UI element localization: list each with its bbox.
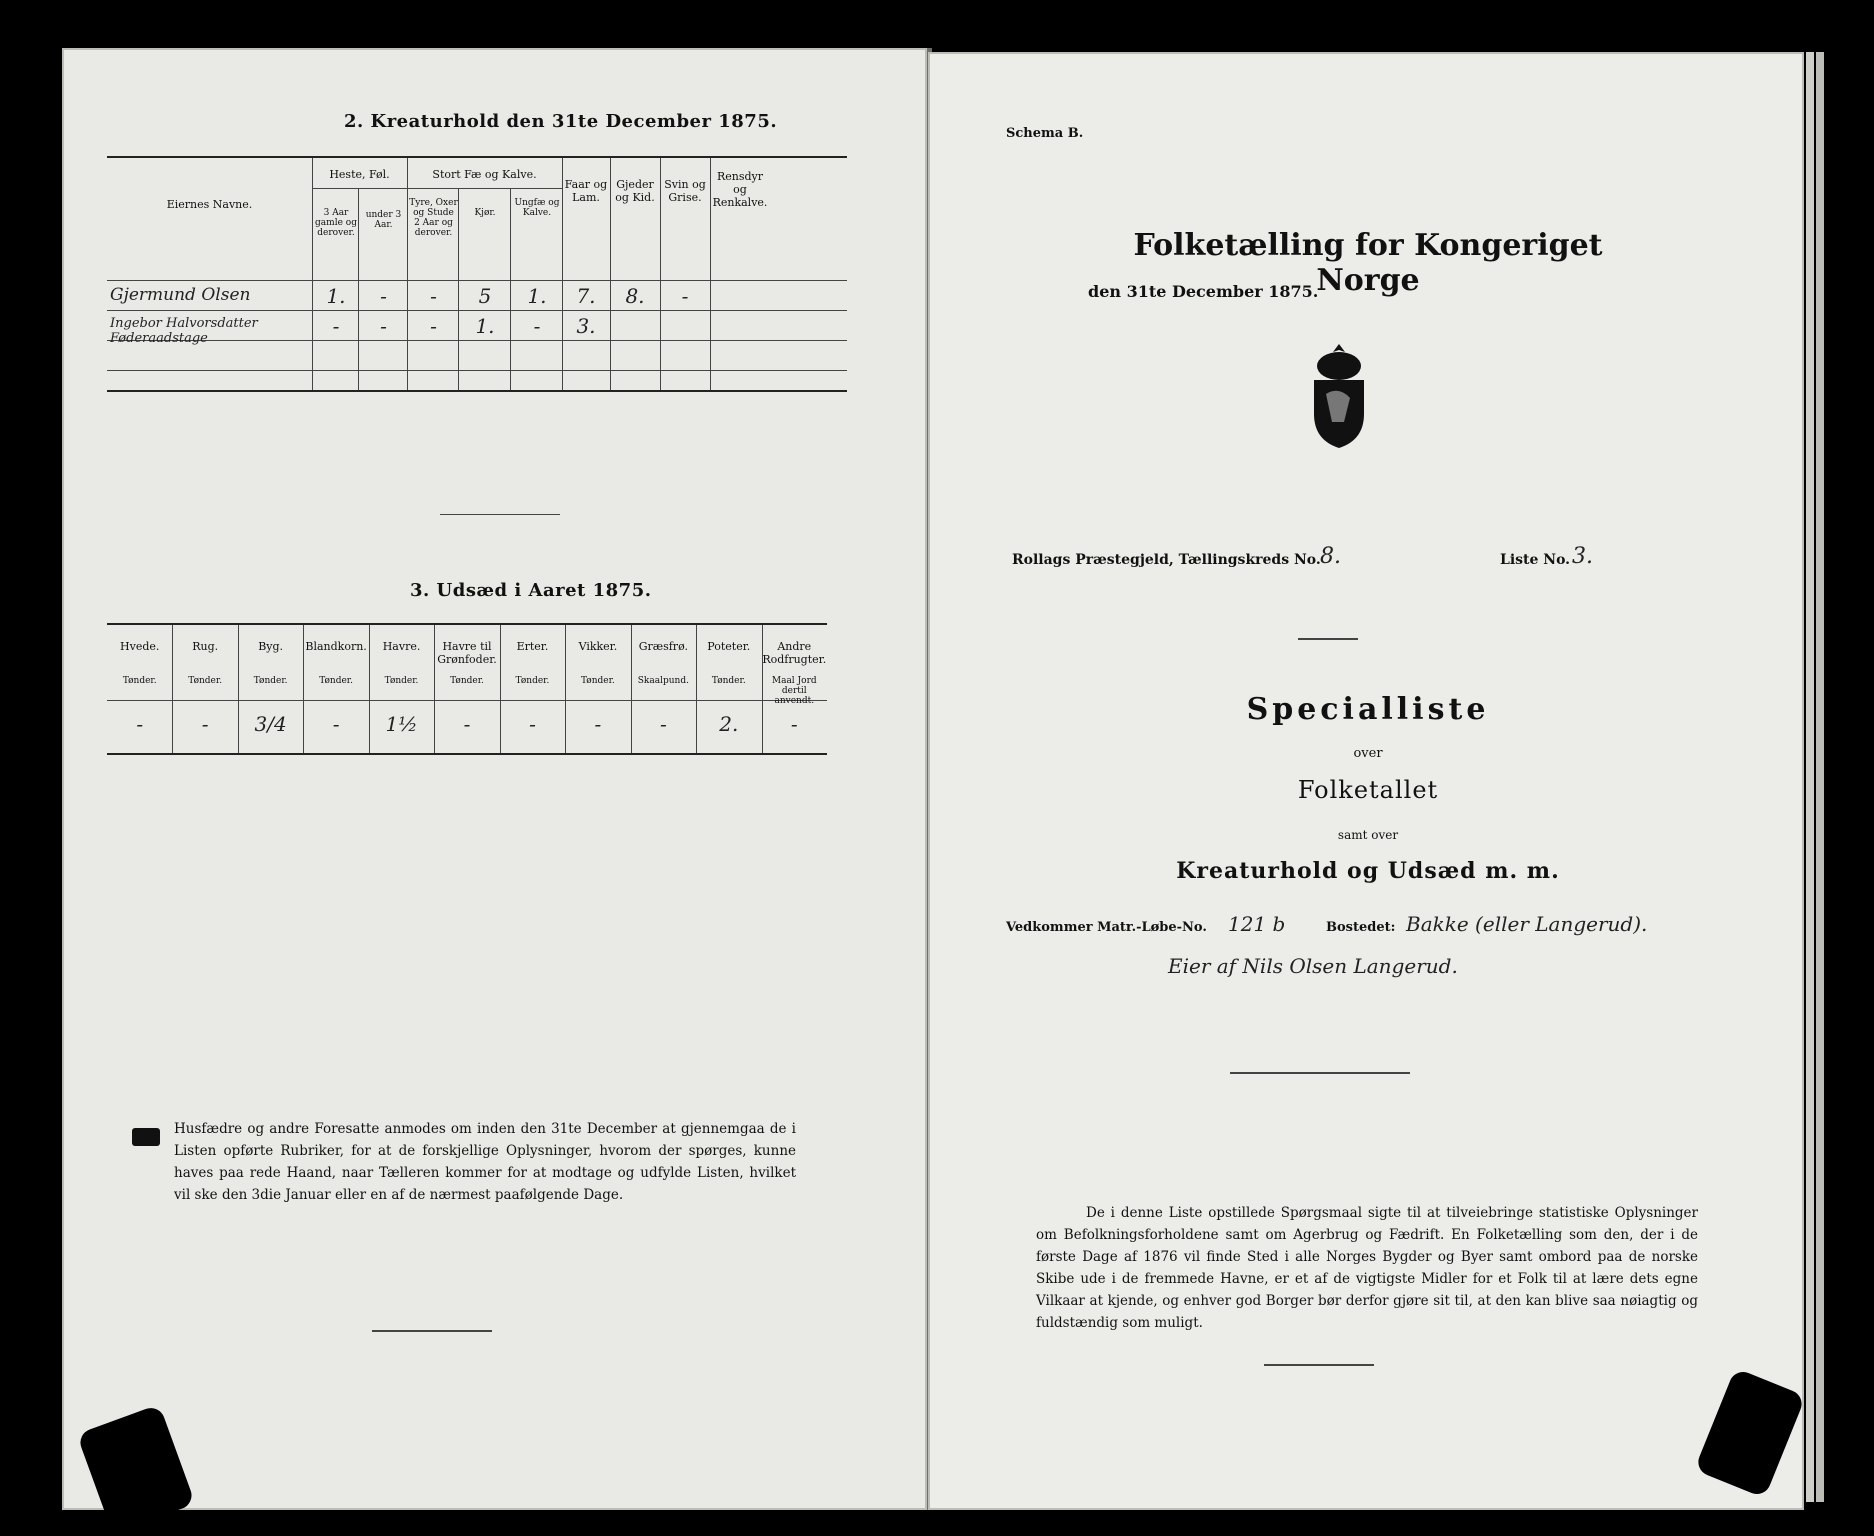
seed-col-unit: Maal Jord dertil anvendt. bbox=[771, 676, 817, 706]
special-title: Specialliste bbox=[1246, 692, 1490, 727]
seed-col-header: Erter. bbox=[516, 640, 549, 653]
table-rule bbox=[107, 280, 847, 281]
seed-cell: - bbox=[463, 712, 471, 736]
kreaturhold-title: Kreaturhold og Udsæd m. m. bbox=[1176, 858, 1560, 884]
census-date: den 31te December 1875. bbox=[1088, 282, 1319, 301]
col-rule bbox=[358, 188, 359, 390]
col-owner: Eiernes Navne. bbox=[166, 198, 253, 211]
page-edge bbox=[1806, 52, 1814, 1502]
schema-label: Schema B. bbox=[1006, 126, 1084, 141]
col-cattle: Stort Fæ og Kalve. bbox=[432, 168, 537, 181]
table-cell: - bbox=[380, 284, 387, 308]
seed-cell: - bbox=[659, 712, 667, 736]
table-cell: 3. bbox=[576, 314, 596, 338]
seed-col-header: Poteter. bbox=[707, 640, 751, 653]
table-cell: 5 bbox=[478, 284, 492, 308]
seed-col-header: Græsfrø. bbox=[638, 640, 688, 653]
divider bbox=[372, 1330, 492, 1332]
col-horses-b: under 3 Aar. bbox=[365, 210, 402, 230]
table-cell: 1. bbox=[475, 314, 495, 338]
col-cattle-a: Tyre, Oxer og Stude 2 Aar og derover. bbox=[409, 198, 458, 238]
table-rule bbox=[107, 370, 847, 371]
matr-label: Vedkommer Matr.-Løbe-No. bbox=[1006, 920, 1207, 935]
seed-col-header: Havre. bbox=[382, 640, 421, 653]
district-number: 8. bbox=[1320, 544, 1341, 569]
instructions-note: Husfædre og andre Foresatte anmodes om inden den 31te December at gjennemgaa de i Listen opførte Rubriker, for at de forskjellige Oplysninger, hvorom der spørges, kunne haves paa rede Haand, naar Tælleren kommer for at modtage og udfylde Listen, hvilket vil ske den 3die Januar eller en af de nærmest paafølgende Dage. bbox=[174, 1121, 796, 1203]
col-rule bbox=[458, 188, 459, 390]
left-page bbox=[62, 48, 927, 1510]
seed-col-unit: Tønder. bbox=[253, 676, 288, 686]
seed-col-unit: Tønder. bbox=[319, 676, 353, 686]
seed-cell: - bbox=[790, 712, 798, 736]
seed-col-header: Blandkorn. bbox=[305, 640, 367, 653]
table-rule bbox=[312, 188, 407, 189]
folketallet: Folketallet bbox=[1297, 776, 1439, 804]
table-cell: 1. bbox=[326, 284, 346, 308]
owner-line: Eier af Nils Olsen Langerud. bbox=[1168, 954, 1458, 978]
right-page bbox=[928, 52, 1804, 1510]
table-cell: 8. bbox=[625, 284, 645, 308]
seed-cell: 2. bbox=[719, 712, 739, 736]
seed-cell: - bbox=[529, 712, 536, 736]
seed-cell: - bbox=[594, 712, 602, 736]
seed-col-header: Byg. bbox=[258, 640, 284, 653]
seed-col-unit: Tønder. bbox=[384, 676, 419, 686]
owner-name: Gjermund Olsen bbox=[110, 285, 251, 305]
seed-col-header: Hvede. bbox=[120, 640, 160, 653]
section2-title: 2. Kreaturhold den 31te December 1875. bbox=[344, 111, 778, 132]
list-number: 3. bbox=[1572, 544, 1593, 569]
seed-col-header: Havre til Grønfoder. bbox=[437, 640, 497, 666]
table-cell: - bbox=[430, 314, 437, 338]
pointing-hand-icon bbox=[132, 1128, 160, 1146]
col-cattle-b: Kjør. bbox=[474, 208, 496, 218]
table-rule bbox=[107, 623, 827, 625]
table-rule bbox=[107, 390, 847, 392]
table-rule bbox=[407, 188, 562, 189]
table-cell: - bbox=[430, 284, 437, 308]
bosted-label: Bostedet: bbox=[1326, 920, 1396, 935]
seed-cell: - bbox=[136, 712, 144, 736]
col-pigs: Svin og Grise. bbox=[664, 178, 706, 204]
page-edge bbox=[1816, 52, 1824, 1502]
divider bbox=[1298, 638, 1358, 640]
table-cell: - bbox=[380, 314, 387, 338]
seed-col-unit: Tønder. bbox=[581, 676, 615, 686]
table-rule bbox=[107, 700, 827, 701]
table-rule bbox=[107, 156, 847, 158]
seed-col-header: Rug. bbox=[192, 640, 219, 653]
col-horses-a: 3 Aar gamle og derover. bbox=[315, 208, 357, 238]
col-cattle-c: Ungfæ og Kalve. bbox=[514, 198, 560, 218]
seed-cell: - bbox=[332, 712, 340, 736]
col-sheep: Faar og Lam. bbox=[564, 178, 608, 204]
seed-col-unit: Tønder. bbox=[188, 676, 223, 686]
table-cell: - bbox=[533, 314, 541, 338]
seed-cell: - bbox=[201, 712, 209, 736]
col-reindeer: Rensdyr og Renkalve. bbox=[712, 170, 768, 209]
table-cell: - bbox=[681, 284, 689, 308]
seed-col-header: Andre Rodfrugter. bbox=[762, 640, 827, 666]
divider bbox=[1264, 1364, 1374, 1366]
col-rule bbox=[407, 158, 408, 390]
list-label: Liste No. bbox=[1500, 552, 1571, 568]
bosted-value: Bakke (eller Langerud). bbox=[1406, 912, 1648, 936]
col-rule bbox=[312, 158, 313, 390]
table-cell: 1. bbox=[527, 284, 547, 308]
seed-col-unit: Tønder. bbox=[122, 676, 157, 686]
col-rule bbox=[510, 188, 511, 390]
seed-col-unit: Tønder. bbox=[515, 676, 550, 686]
divider bbox=[1230, 1072, 1410, 1074]
parish-label: Rollags Præstegjeld, Tællingskreds No. bbox=[1012, 552, 1321, 568]
divider bbox=[440, 514, 560, 515]
table-rule bbox=[107, 753, 827, 755]
samt-over: samt over bbox=[1337, 828, 1399, 842]
seed-col-unit: Skaalpund. bbox=[637, 676, 689, 686]
seed-cell: 1½ bbox=[385, 712, 418, 736]
owner-name: Ingebor Halvorsdatter Føderaadstage bbox=[110, 316, 258, 346]
intro-paragraph: De i denne Liste opstillede Spørgsmaal sigte til at tilveiebringe statistiske Oplysninger om Befolkningsforholdene samt om Agerbrug og Fædrift. En Folketælling som den, der i de første Dage af 1876 vil finde Sted i alle Norges Bygder og Byer samt ombord paa de norske Skibe ude i de fremmede Havne, er et af de vigtigste Midler for et Folk til at lære dets egne Vilkaar at kjende, og enhver god Borger bør derfor gjøre sit til, at den kan blive saa nøiagtig og fuldstændig som muligt. bbox=[1036, 1205, 1698, 1331]
seed-col-header: Vikker. bbox=[578, 640, 618, 653]
table-rule bbox=[107, 310, 847, 311]
seed-col-unit: Tønder. bbox=[711, 676, 746, 686]
table-cell: 7. bbox=[576, 284, 596, 308]
seed-cell: 3/4 bbox=[254, 712, 287, 736]
coat-of-arms-icon bbox=[1304, 342, 1374, 452]
seed-col-unit: Tønder. bbox=[450, 676, 484, 686]
main-title: Folketælling for Kongeriget Norge bbox=[1133, 228, 1603, 298]
matr-number: 121 b bbox=[1228, 912, 1286, 936]
section3-title: 3. Udsæd i Aaret 1875. bbox=[410, 580, 652, 601]
over-text: over bbox=[1353, 746, 1383, 761]
table-cell: - bbox=[332, 314, 340, 338]
col-goats: Gjeder og Kid. bbox=[615, 178, 655, 204]
col-horses: Heste, Føl. bbox=[329, 168, 390, 181]
